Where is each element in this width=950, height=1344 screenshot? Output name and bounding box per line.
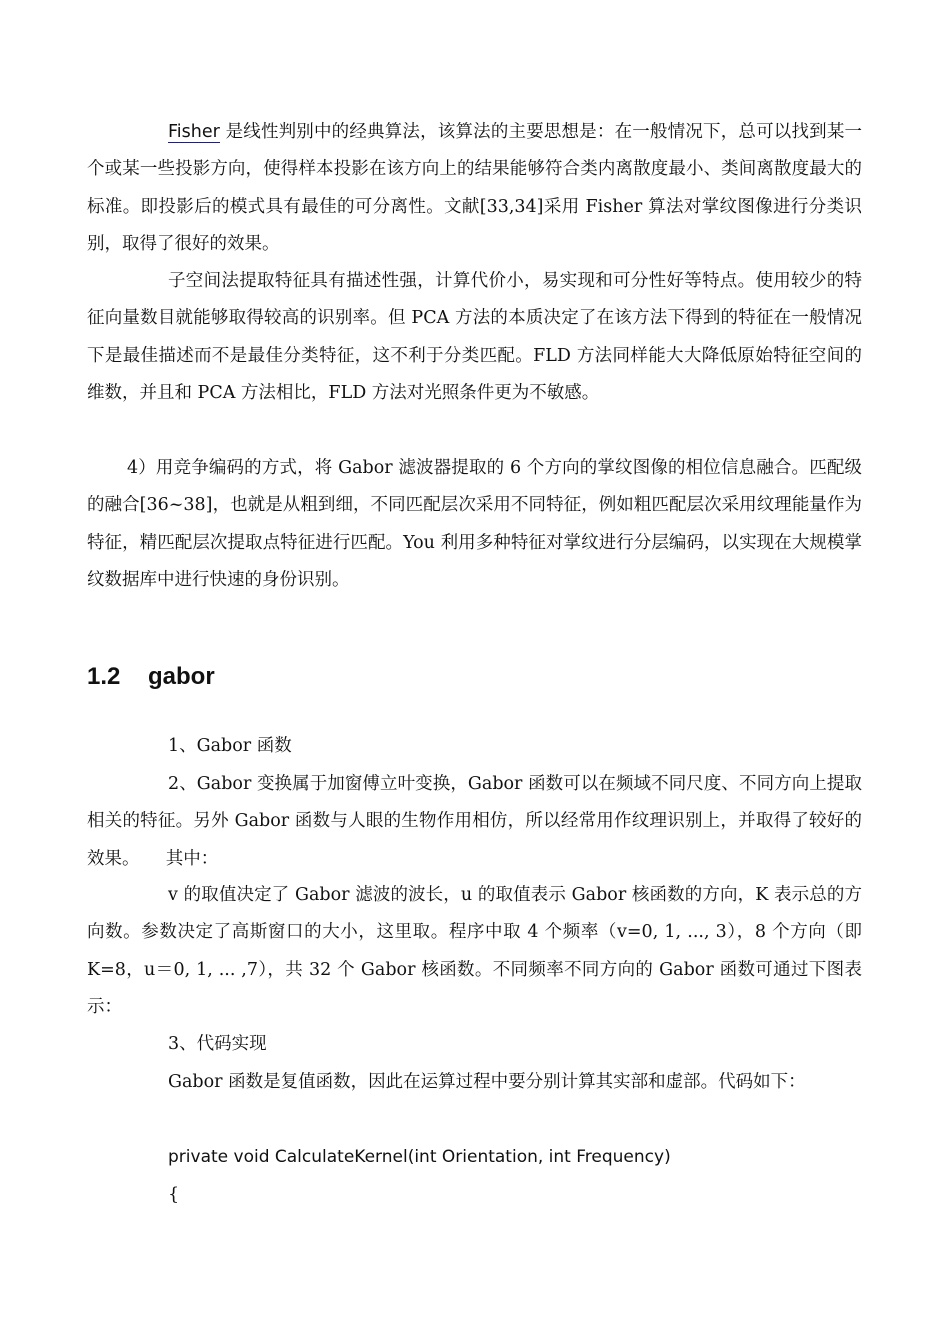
section-title: gabor [148,663,215,690]
paragraph-subspace: 子空间法提取特征具有描述性强，计算代价小，易实现和可分性好等特点。使用较少的特征向量数目就能够取得较高的识别率。但 PCA 方法的本质决定了在该方法下得到的特征在一般情况下是最佳描述而不是最佳分类特征，这不利于分类匹配。FLD 方法同样能大大降低原始特征空间的维数，并且和 PCA 方法相比，FLD 方法对光照条件更为不敏感。 [87,271,862,404]
code-line-2: { [168,1185,180,1205]
fisher-link[interactable]: Fisher [168,122,220,142]
paragraph-competitive-coding: 4）用竞争编码的方式，将 Gabor 滤波器提取的 6 个方向的掌纹图像的相位信息融合。匹配级的融合[36~38]，也就是从粗到细，不同匹配层次采用不同特征，例如粗匹配层次采用纹理能量作为特征，精匹配层次提取点特征进行匹配。You 利用多种特征对掌纹进行分层编码，以实现在大规模掌纹数据库中进行快速的身份识别。 [87,458,862,591]
section-number: 1.2 [87,663,121,690]
gabor-item-3: 3、代码实现 [168,1034,267,1054]
gabor-item-2: 2、Gabor 变换属于加窗傅立叶变换，Gabor 函数可以在频域不同尺度、不同方向上提取相关的特征。另外 Gabor 函数与人眼的生物作用相仿，所以经常用作纹理识别上，并取得了较好的效果。 其中： [87,774,862,869]
section-heading [87,660,215,694]
code-intro-paragraph: Gabor 函数是复值函数，因此在运算过程中要分别计算其实部和虚部。代码如下： [168,1072,806,1092]
paragraph-fisher-text: 是线性判别中的经典算法，该算法的主要思想是：在一般情况下，总可以找到某一个或某一些投影方向，使得样本投影在该方向上的结果能够符合类内离散度最小、类间离散度最大的标准。即投影后的模式具有最佳的可分离性。文献[33,34]采用 Fisher 算法对掌纹图像进行分类识别，取得了很好的效果。 [87,122,862,255]
gabor-params-paragraph: v 的取值决定了 Gabor 滤波的波长，u 的取值表示 Gabor 核函数的方向，K 表示总的方向数。参数决定了高斯窗口的大小，这里取。程序中取 4 个频率（v=0, 1, ..., 3），8 个方向（即 K=8，u＝0, 1, ... ,7），共 32 个 Gabor 核函数。不同频率不同方向的 Gabor 函数可通过下图表示： [87,885,862,1018]
gabor-item-1: 1、Gabor 函数 [168,736,292,756]
paragraph-fisher [87,114,862,264]
code-line-1: private void CalculateKernel(int Orientation, int Frequency) [168,1147,671,1167]
